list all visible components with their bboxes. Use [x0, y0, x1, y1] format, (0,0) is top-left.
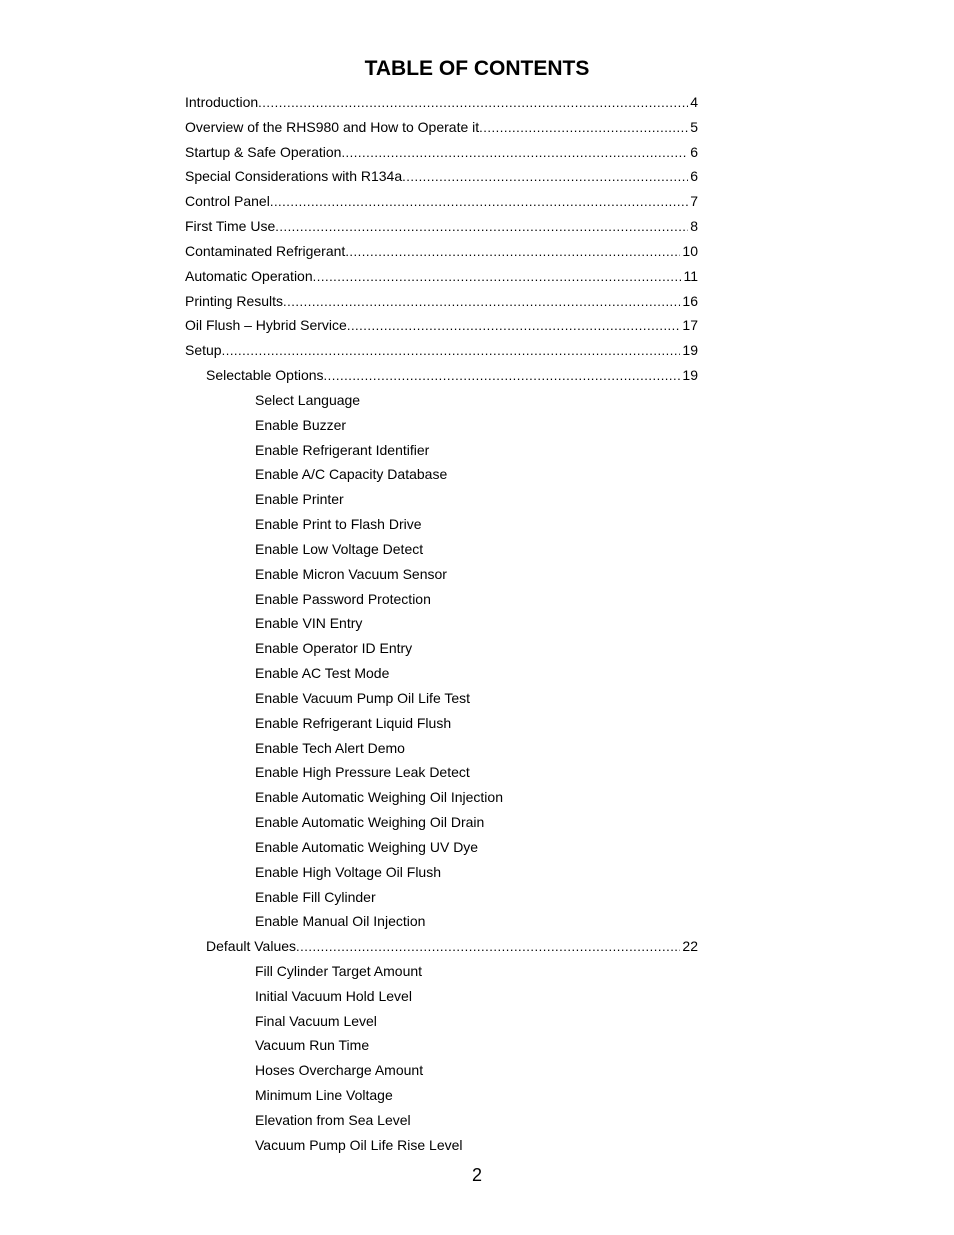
toc-entry-setup[interactable]: [185, 338, 698, 363]
toc-subitem: Enable Low Voltage Detect: [255, 540, 424, 557]
toc-entry-label: Startup & Safe Operation: [185, 143, 342, 160]
dot-leader: [345, 240, 680, 265]
dot-leader: [324, 364, 681, 389]
toc-entry-page: 10: [682, 242, 698, 259]
toc-entry-page: 4: [690, 94, 698, 110]
toc-subitem: Enable Automatic Weighing Oil Injection: [255, 789, 503, 806]
toc-subitem: Enable Vacuum Pump Oil Life Test: [255, 689, 471, 706]
toc-subitem: Enable Automatic Weighing UV Dye: [255, 838, 479, 855]
dot-leader: [283, 290, 680, 315]
toc-entry-label: Overview of the RHS980 and How to Operate it: [185, 118, 480, 135]
toc-entry-overview[interactable]: [185, 115, 698, 140]
toc-subitem: Hoses Overcharge Amount: [255, 1062, 424, 1079]
toc-entry-label: Default Values: [206, 938, 297, 955]
toc-entry-page: 17: [682, 317, 698, 334]
toc-subitem: Enable Password Protection: [255, 590, 431, 607]
toc-subitem: Enable Micron Vacuum Sensor: [255, 565, 447, 582]
toc-subitem: Enable High Voltage Oil Flush: [255, 863, 441, 880]
toc-entry-page: 19: [682, 367, 698, 384]
dot-leader: [313, 265, 682, 290]
toc-entry-printing-results[interactable]: [185, 289, 698, 314]
toc-entry-label: Setup: [185, 342, 222, 359]
dot-leader: [341, 141, 688, 166]
toc-subitem: Fill Cylinder Target Amount: [255, 962, 423, 979]
toc-entry-selectable-options[interactable]: [206, 363, 698, 388]
toc-subitem: Vacuum Pump Oil Life Rise Level: [255, 1136, 463, 1153]
toc-entry-label: Control Panel: [185, 193, 270, 210]
toc-entry-page: 11: [683, 267, 698, 284]
toc-entry-page: 22: [682, 938, 698, 955]
toc-subitem: Enable VIN Entry: [255, 615, 363, 632]
dot-leader: [402, 165, 688, 190]
toc-subitem: Enable Printer: [255, 491, 344, 508]
dot-leader: [275, 215, 688, 240]
toc-entry-label: Introduction: [185, 94, 259, 110]
toc-subitem: Vacuum Run Time: [255, 1037, 370, 1054]
toc-entry-special-considerations[interactable]: [185, 164, 698, 189]
dot-leader: [479, 116, 688, 141]
dot-leader: [258, 91, 688, 116]
toc-entry-label: Selectable Options: [206, 367, 324, 384]
toc-entry-page: 6: [690, 143, 698, 160]
toc-subitem: Enable Manual Oil Injection: [255, 913, 426, 930]
toc-entry-page: 5: [690, 118, 698, 135]
toc-subitem: Initial Vacuum Hold Level: [255, 987, 412, 1004]
toc-entry-introduction[interactable]: [185, 90, 698, 115]
table-of-contents: [0, 90, 954, 1158]
toc-entry-label: First Time Use: [185, 218, 276, 235]
toc-subitem: Enable Print to Flash Drive: [255, 516, 422, 533]
toc-entry-first-time-use[interactable]: [185, 214, 698, 239]
toc-entry-label: Special Considerations with R134a: [185, 168, 403, 185]
toc-entry-label: Printing Results: [185, 292, 284, 309]
toc-entry-page: 8: [690, 218, 698, 235]
toc-subitem: Elevation from Sea Level: [255, 1111, 411, 1128]
page-number: 2: [471, 1165, 482, 1185]
toc-entry-default-values[interactable]: [206, 934, 698, 959]
toc-entry-label: Oil Flush – Hybrid Service: [185, 317, 347, 334]
toc-subitem: Enable High Pressure Leak Detect: [255, 764, 470, 781]
toc-entry-page: 19: [682, 342, 698, 359]
toc-subitem: Enable Tech Alert Demo: [255, 739, 405, 756]
toc-subitem: Select Language: [255, 391, 361, 408]
toc-subitem: Enable Fill Cylinder: [255, 888, 376, 905]
toc-subitem: Final Vacuum Level: [255, 1012, 377, 1029]
toc-entry-page: 7: [690, 193, 698, 210]
toc-subitem: Minimum Line Voltage: [255, 1087, 393, 1104]
toc-subitem: Enable Operator ID Entry: [255, 640, 413, 657]
toc-subitem: Enable Refrigerant Identifier: [255, 441, 430, 458]
toc-entry-label: Automatic Operation: [185, 267, 313, 284]
toc-entry-control-panel[interactable]: [185, 189, 698, 214]
toc-subitem: Enable AC Test Mode: [255, 665, 390, 682]
toc-subitem: Enable A/C Capacity Database: [255, 466, 448, 483]
toc-subitem: Enable Buzzer: [255, 416, 347, 433]
toc-subitem: Enable Refrigerant Liquid Flush: [255, 714, 452, 731]
toc-entry-automatic-operation[interactable]: [185, 264, 698, 289]
toc-subitem: Enable Automatic Weighing Oil Drain: [255, 814, 485, 831]
dot-leader: [222, 339, 681, 364]
toc-entry-contaminated-refrigerant[interactable]: [185, 239, 698, 264]
toc-entry-startup-safe-operation[interactable]: [185, 140, 698, 165]
toc-entry-page: 16: [682, 292, 698, 309]
page-title: TABLE OF CONTENTS: [364, 57, 590, 80]
toc-entry-label: Contaminated Refrigerant: [185, 242, 346, 259]
dot-leader: [347, 314, 681, 339]
dot-leader: [270, 190, 688, 215]
toc-entry-page: 6: [690, 168, 698, 185]
toc-entry-oil-flush[interactable]: [185, 313, 698, 338]
dot-leader: [296, 935, 680, 960]
